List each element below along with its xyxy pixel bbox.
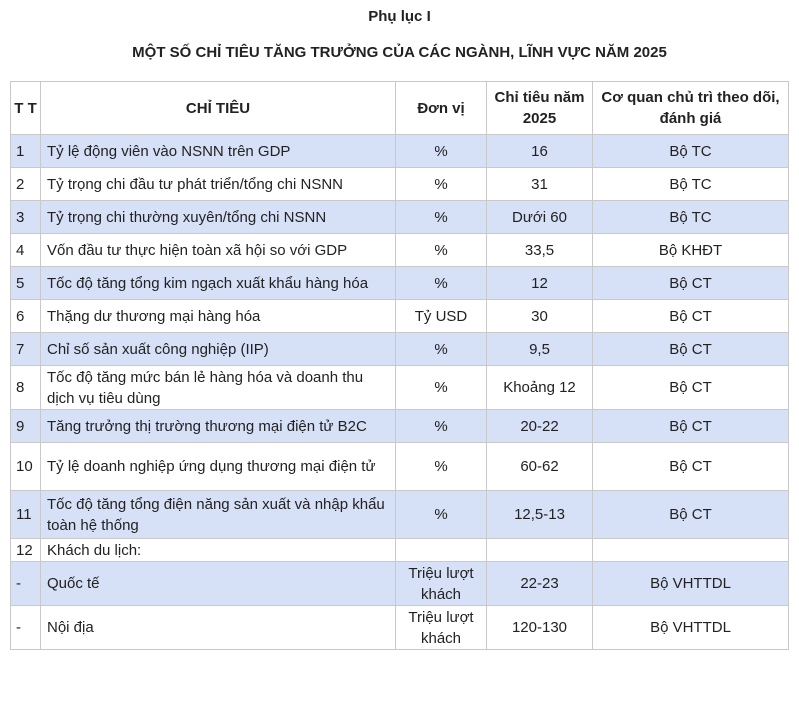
page-title: MỘT SỐ CHỈ TIÊU TĂNG TRƯỞNG CỦA CÁC NGÀNH, LĨNH VỰC NĂM 2025 [132, 44, 667, 61]
agency-cell: Bộ VHTTDL [593, 606, 789, 650]
table-row [11, 443, 789, 491]
table-row [11, 201, 789, 234]
unit-cell: Tỷ USD [396, 300, 487, 333]
target-cell: 60-62 [487, 443, 593, 491]
target-cell: 9,5 [487, 333, 593, 366]
row-number: 5 [11, 267, 41, 300]
target-cell: 31 [487, 168, 593, 201]
agency-cell [593, 539, 789, 562]
target-cell: 12,5-13 [487, 491, 593, 539]
row-number: 6 [11, 300, 41, 333]
agency-cell: Bộ VHTTDL [593, 562, 789, 606]
target-cell: Dưới 60 [487, 201, 593, 234]
agency-cell: Bộ CT [593, 443, 789, 491]
unit-cell: % [396, 135, 487, 168]
unit-cell: % [396, 234, 487, 267]
indicator-name: Thặng dư thương mại hàng hóa [41, 300, 396, 333]
row-number: - [11, 606, 41, 650]
agency-cell: Bộ TC [593, 135, 789, 168]
table-row [11, 606, 789, 650]
target-cell: Khoảng 12 [487, 366, 593, 410]
unit-cell: % [396, 443, 487, 491]
indicator-name: Quốc tế [41, 562, 396, 606]
target-cell: 33,5 [487, 234, 593, 267]
table-row [11, 267, 789, 300]
agency-cell: Bộ CT [593, 267, 789, 300]
unit-cell [396, 539, 487, 562]
header-indicator: CHỈ TIÊU [41, 82, 396, 135]
indicator-name: Tốc độ tăng tổng điện năng sản xuất và nhập khẩu toàn hệ thống [41, 491, 396, 539]
table-row [11, 333, 789, 366]
row-number: 2 [11, 168, 41, 201]
agency-cell: Bộ CT [593, 366, 789, 410]
table-row [11, 168, 789, 201]
unit-cell: % [396, 333, 487, 366]
indicator-name: Khách du lịch: [41, 539, 396, 562]
agency-cell: Bộ TC [593, 201, 789, 234]
unit-cell: Triệu lượt khách [396, 606, 487, 650]
table-body [11, 135, 789, 650]
indicator-table [10, 81, 789, 650]
unit-cell: % [396, 267, 487, 300]
unit-cell: % [396, 366, 487, 410]
table-header-row [11, 82, 789, 135]
header-agency: Cơ quan chủ trì theo dõi, đánh giá [593, 82, 789, 135]
unit-cell: % [396, 201, 487, 234]
target-cell: 16 [487, 135, 593, 168]
row-number: 9 [11, 410, 41, 443]
table-row [11, 539, 789, 562]
row-number: 8 [11, 366, 41, 410]
indicator-name: Tỷ trọng chi đầu tư phát triển/tổng chi NSNN [41, 168, 396, 201]
table-row [11, 234, 789, 267]
row-number: 1 [11, 135, 41, 168]
target-cell: 30 [487, 300, 593, 333]
agency-cell: Bộ CT [593, 491, 789, 539]
row-number: 3 [11, 201, 41, 234]
indicator-name: Nội địa [41, 606, 396, 650]
unit-cell: % [396, 168, 487, 201]
row-number: 11 [11, 491, 41, 539]
agency-cell: Bộ TC [593, 168, 789, 201]
indicator-name: Chỉ số sản xuất công nghiệp (IIP) [41, 333, 396, 366]
target-cell: 12 [487, 267, 593, 300]
row-number: 7 [11, 333, 41, 366]
unit-cell: % [396, 410, 487, 443]
indicator-name: Tốc độ tăng mức bán lẻ hàng hóa và doanh thu dịch vụ tiêu dùng [41, 366, 396, 410]
header-target: Chỉ tiêu năm 2025 [487, 82, 593, 135]
appendix-label: Phụ lục I [368, 8, 431, 25]
target-cell: 22-23 [487, 562, 593, 606]
table-row [11, 300, 789, 333]
row-number: - [11, 562, 41, 606]
table-row [11, 135, 789, 168]
agency-cell: Bộ CT [593, 300, 789, 333]
agency-cell: Bộ KHĐT [593, 234, 789, 267]
indicator-name: Tỷ lệ động viên vào NSNN trên GDP [41, 135, 396, 168]
row-number: 10 [11, 443, 41, 491]
unit-cell: % [396, 491, 487, 539]
indicator-name: Tỷ lệ doanh nghiệp ứng dụng thương mại điện tử [41, 443, 396, 491]
indicator-name: Vốn đầu tư thực hiện toàn xã hội so với GDP [41, 234, 396, 267]
table-row [11, 562, 789, 606]
header-tt: T T [11, 82, 41, 135]
table-row [11, 366, 789, 410]
indicator-name: Tốc độ tăng tổng kim ngạch xuất khẩu hàng hóa [41, 267, 396, 300]
indicator-name: Tỷ trọng chi thường xuyên/tổng chi NSNN [41, 201, 396, 234]
agency-cell: Bộ CT [593, 410, 789, 443]
indicator-name: Tăng trưởng thị trường thương mại điện tử B2C [41, 410, 396, 443]
target-cell: 20-22 [487, 410, 593, 443]
target-cell: 120-130 [487, 606, 593, 650]
header-unit: Đơn vị [396, 82, 487, 135]
table-row [11, 410, 789, 443]
row-number: 4 [11, 234, 41, 267]
agency-cell: Bộ CT [593, 333, 789, 366]
table-row [11, 491, 789, 539]
unit-cell: Triệu lượt khách [396, 562, 487, 606]
row-number: 12 [11, 539, 41, 562]
target-cell [487, 539, 593, 562]
